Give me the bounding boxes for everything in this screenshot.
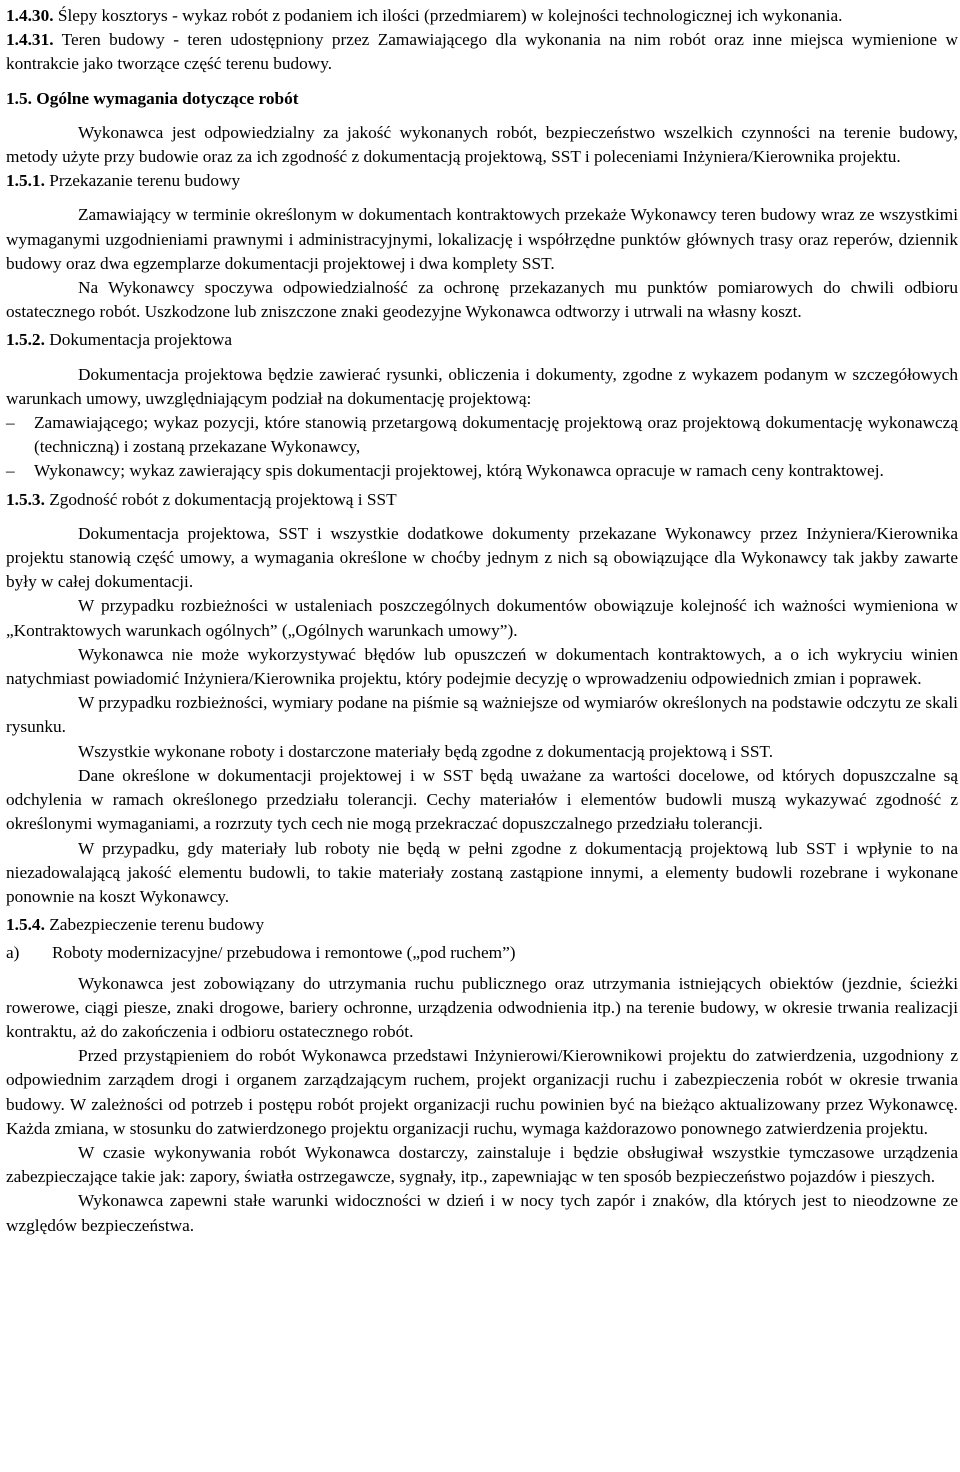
definition-1-4-30 xyxy=(6,4,958,28)
section-heading-1-5 xyxy=(6,87,958,111)
section-title: Ogólne wymagania dotyczące robót xyxy=(36,88,299,108)
paragraph: Wykonawca jest zobowiązany do utrzymania ruchu publicznego oraz utrzymania istniejących obiektów (jezdnie, ścieżki rowerowe, ciągi piesze, znaki drogowe, bariery ochronne, urządzenia odwodnienia itp.) na terenie budowy, w okresie trwania realizacji kontraktu, aż do zakończenia i odbioru ostatecznego robót. xyxy=(6,973,958,1041)
section-number: 1.5.3. xyxy=(6,489,45,509)
dash-bullet: – xyxy=(6,461,15,481)
section-number: 1.5.2. xyxy=(6,330,45,350)
section-heading-1-5-2 xyxy=(6,328,958,352)
paragraph: Wszystkie wykonane roboty i dostarczone materiały będą zgodne z dokumentacją projektową i SST. xyxy=(78,741,774,761)
section-title: Przekazanie terenu budowy xyxy=(49,171,241,191)
section-number: 1.5.4. xyxy=(6,915,45,935)
paragraph: W przypadku rozbieżności, wymiary podane na piśmie są ważniejsze od wymiarów określonych na podstawie odczytu ze skali rysunku. xyxy=(6,693,958,737)
list-item-text: Zamawiającego; wykaz pozycji, które stanowią przetargową dokumentację projektową oraz projektową dokumentację wykonawczą (techniczną) i zostaną przekazane Wykonawcy, xyxy=(34,413,958,457)
list-item xyxy=(6,459,958,483)
section-title: Zabezpieczenie terenu budowy xyxy=(49,915,265,935)
section-heading-1-5-4 xyxy=(6,913,958,937)
paragraph: Dane określone w dokumentacji projektowej i w SST będą uważane za wartości docelowe, od których dopuszczalne są odchylenia w ramach określonego przedziału tolerancji. Cechy materiałów i elementów budowli muszą wykazywać zgodność z określonymi wymaganiami, a rozrzuty tych cech nie mogą przekraczać dopuszczalnego przedziału tolerancji. xyxy=(6,765,958,834)
definition-text: Teren budowy - teren udostępniony przez Zamawiającego dla wykonania na nim robót oraz inne miejsca wymienione w kontrakcie jako tworzące część terenu budowy. xyxy=(6,30,958,74)
subsection-title: Roboty modernizacyjne/ przebudowa i remontowe („pod ruchem”) xyxy=(52,943,516,963)
section-title: Zgodność robót z dokumentacją projektową i SST xyxy=(49,489,397,509)
subsection-label: a) xyxy=(6,943,20,963)
paragraph: Na Wykonawcy spoczywa odpowiedzialność za ochronę przekazanych mu punktów pomiarowych do chwili odbioru ostatecznego robót. Uszkodzone lub zniszczone znaki geodezyjne Wykonawca odtworzy i utrwali na własny koszt. xyxy=(6,278,958,322)
paragraph: W przypadku, gdy materiały lub roboty nie będą w pełni zgodne z dokumentacją projektową lub SST i wpłynie to na niezadowalającą jakość elementu budowli, to takie materiały zostaną zastąpione innymi, a elementy budowli rozebrane i wykonane ponownie na koszt Wykonawcy. xyxy=(6,838,958,906)
list-item xyxy=(6,411,958,459)
paragraph: W czasie wykonywania robót Wykonawca dostarczy, zainstaluje i będzie obsługiwał wszystkie tymczasowe urządzenia zabezpieczające takie jak: zapory, światła ostrzegawcze, sygnały, itp., zapewniając w ten sposób bezpieczeństwo pojazdów i pieszych. xyxy=(6,1142,958,1187)
paragraph: Dokumentacja projektowa, SST i wszystkie dodatkowe dokumenty przekazane Wykonawcy przez Inżyniera/Kierownika projektu stanowią część umowy, a wymagania określone w choćby jednym z nich są obowiązujące dla Wykonawcy tak jakby zawarte były w całej dokumentacji. xyxy=(6,523,958,592)
paragraph: Dokumentacja projektowa będzie zawierać rysunki, obliczenia i dokumenty, zgodne z wykazem podanym w szczegółowych warunkach umowy, uwzględniającym podział na dokumentację projektową: xyxy=(6,364,958,408)
subsection-a xyxy=(6,941,958,965)
paragraph: Wykonawca jest odpowiedzialny za jakość wykonanych robót, bezpieczeństwo wszelkich czynności na terenie budowy, metody użyte przy budowie oraz za ich zgodność z dokumentacją projektową, SST i poleceniami Inżyniera/Kierownika projektu. xyxy=(6,122,958,167)
definition-1-4-31 xyxy=(6,28,958,76)
dash-bullet: – xyxy=(6,413,15,433)
definition-number: 1.4.31. xyxy=(6,30,54,50)
section-number: 1.5. xyxy=(6,88,32,108)
section-heading-1-5-1 xyxy=(6,169,958,193)
paragraph: W przypadku rozbieżności w ustaleniach poszczególnych dokumentów obowiązuje kolejność ich ważności wymieniona w „Kontraktowych warunkach ogólnych” („Ogólnych warunkach umowy”). xyxy=(6,596,958,640)
section-heading-1-5-3 xyxy=(6,488,958,512)
definition-number: 1.4.30. xyxy=(6,6,54,25)
paragraph: Zamawiający w terminie określonym w dokumentach kontraktowych przekaże Wykonawcy teren budowy wraz ze wszystkimi wymaganymi uzgodnieniami prawnymi i administracyjnymi, lokalizację i współrzędne punktów głównych trasy oraz reperów, dziennik budowy oraz dwa egzemplarze dokumentacji projektowej i dwa komplety SST. xyxy=(6,205,958,273)
section-number: 1.5.1. xyxy=(6,171,45,191)
paragraph: Wykonawca zapewni stałe warunki widoczności w dzień i w nocy tych zapór i znaków, dla których jest to nieodzowne ze względów bezpieczeństwa. xyxy=(6,1191,958,1235)
definition-text: Ślepy kosztorys - wykaz robót z podaniem ich ilości (przedmiarem) w kolejności technologicznej ich wykonania. xyxy=(57,6,843,25)
paragraph: Przed przystąpieniem do robót Wykonawca przedstawi Inżynierowi/Kierownikowi projektu do zatwierdzenia, uzgodniony z odpowiednim zarządem drogi i organem zarządzającym ruchem, projekt organizacji ruchu i zabezpieczenia robót w okresie trwania budowy. W zależności od potrzeb i postępu robót projekt organizacji ruchu powinien być na bieżąco aktualizowany przez Wykonawcę. Każda zmiana, w stosunku do zatwierdzonego projektu organizacji ruchu, wymaga każdorazowo ponownego zatwierdzenia projektu. xyxy=(6,1046,958,1138)
paragraph: Wykonawca nie może wykorzystywać błędów lub opuszczeń w dokumentach kontraktowych, a o ich wykryciu winien natychmiast powiadomić Inżyniera/Kierownika projektu, który podejmie decyzję o wprowadzeniu odpowiednich zmian i poprawek. xyxy=(6,644,958,689)
list-item-text: Wykonawcy; wykaz zawierający spis dokumentacji projektowej, którą Wykonawca opracuje w ramach ceny kontraktowej. xyxy=(34,461,884,481)
section-title: Dokumentacja projektowa xyxy=(49,330,233,350)
